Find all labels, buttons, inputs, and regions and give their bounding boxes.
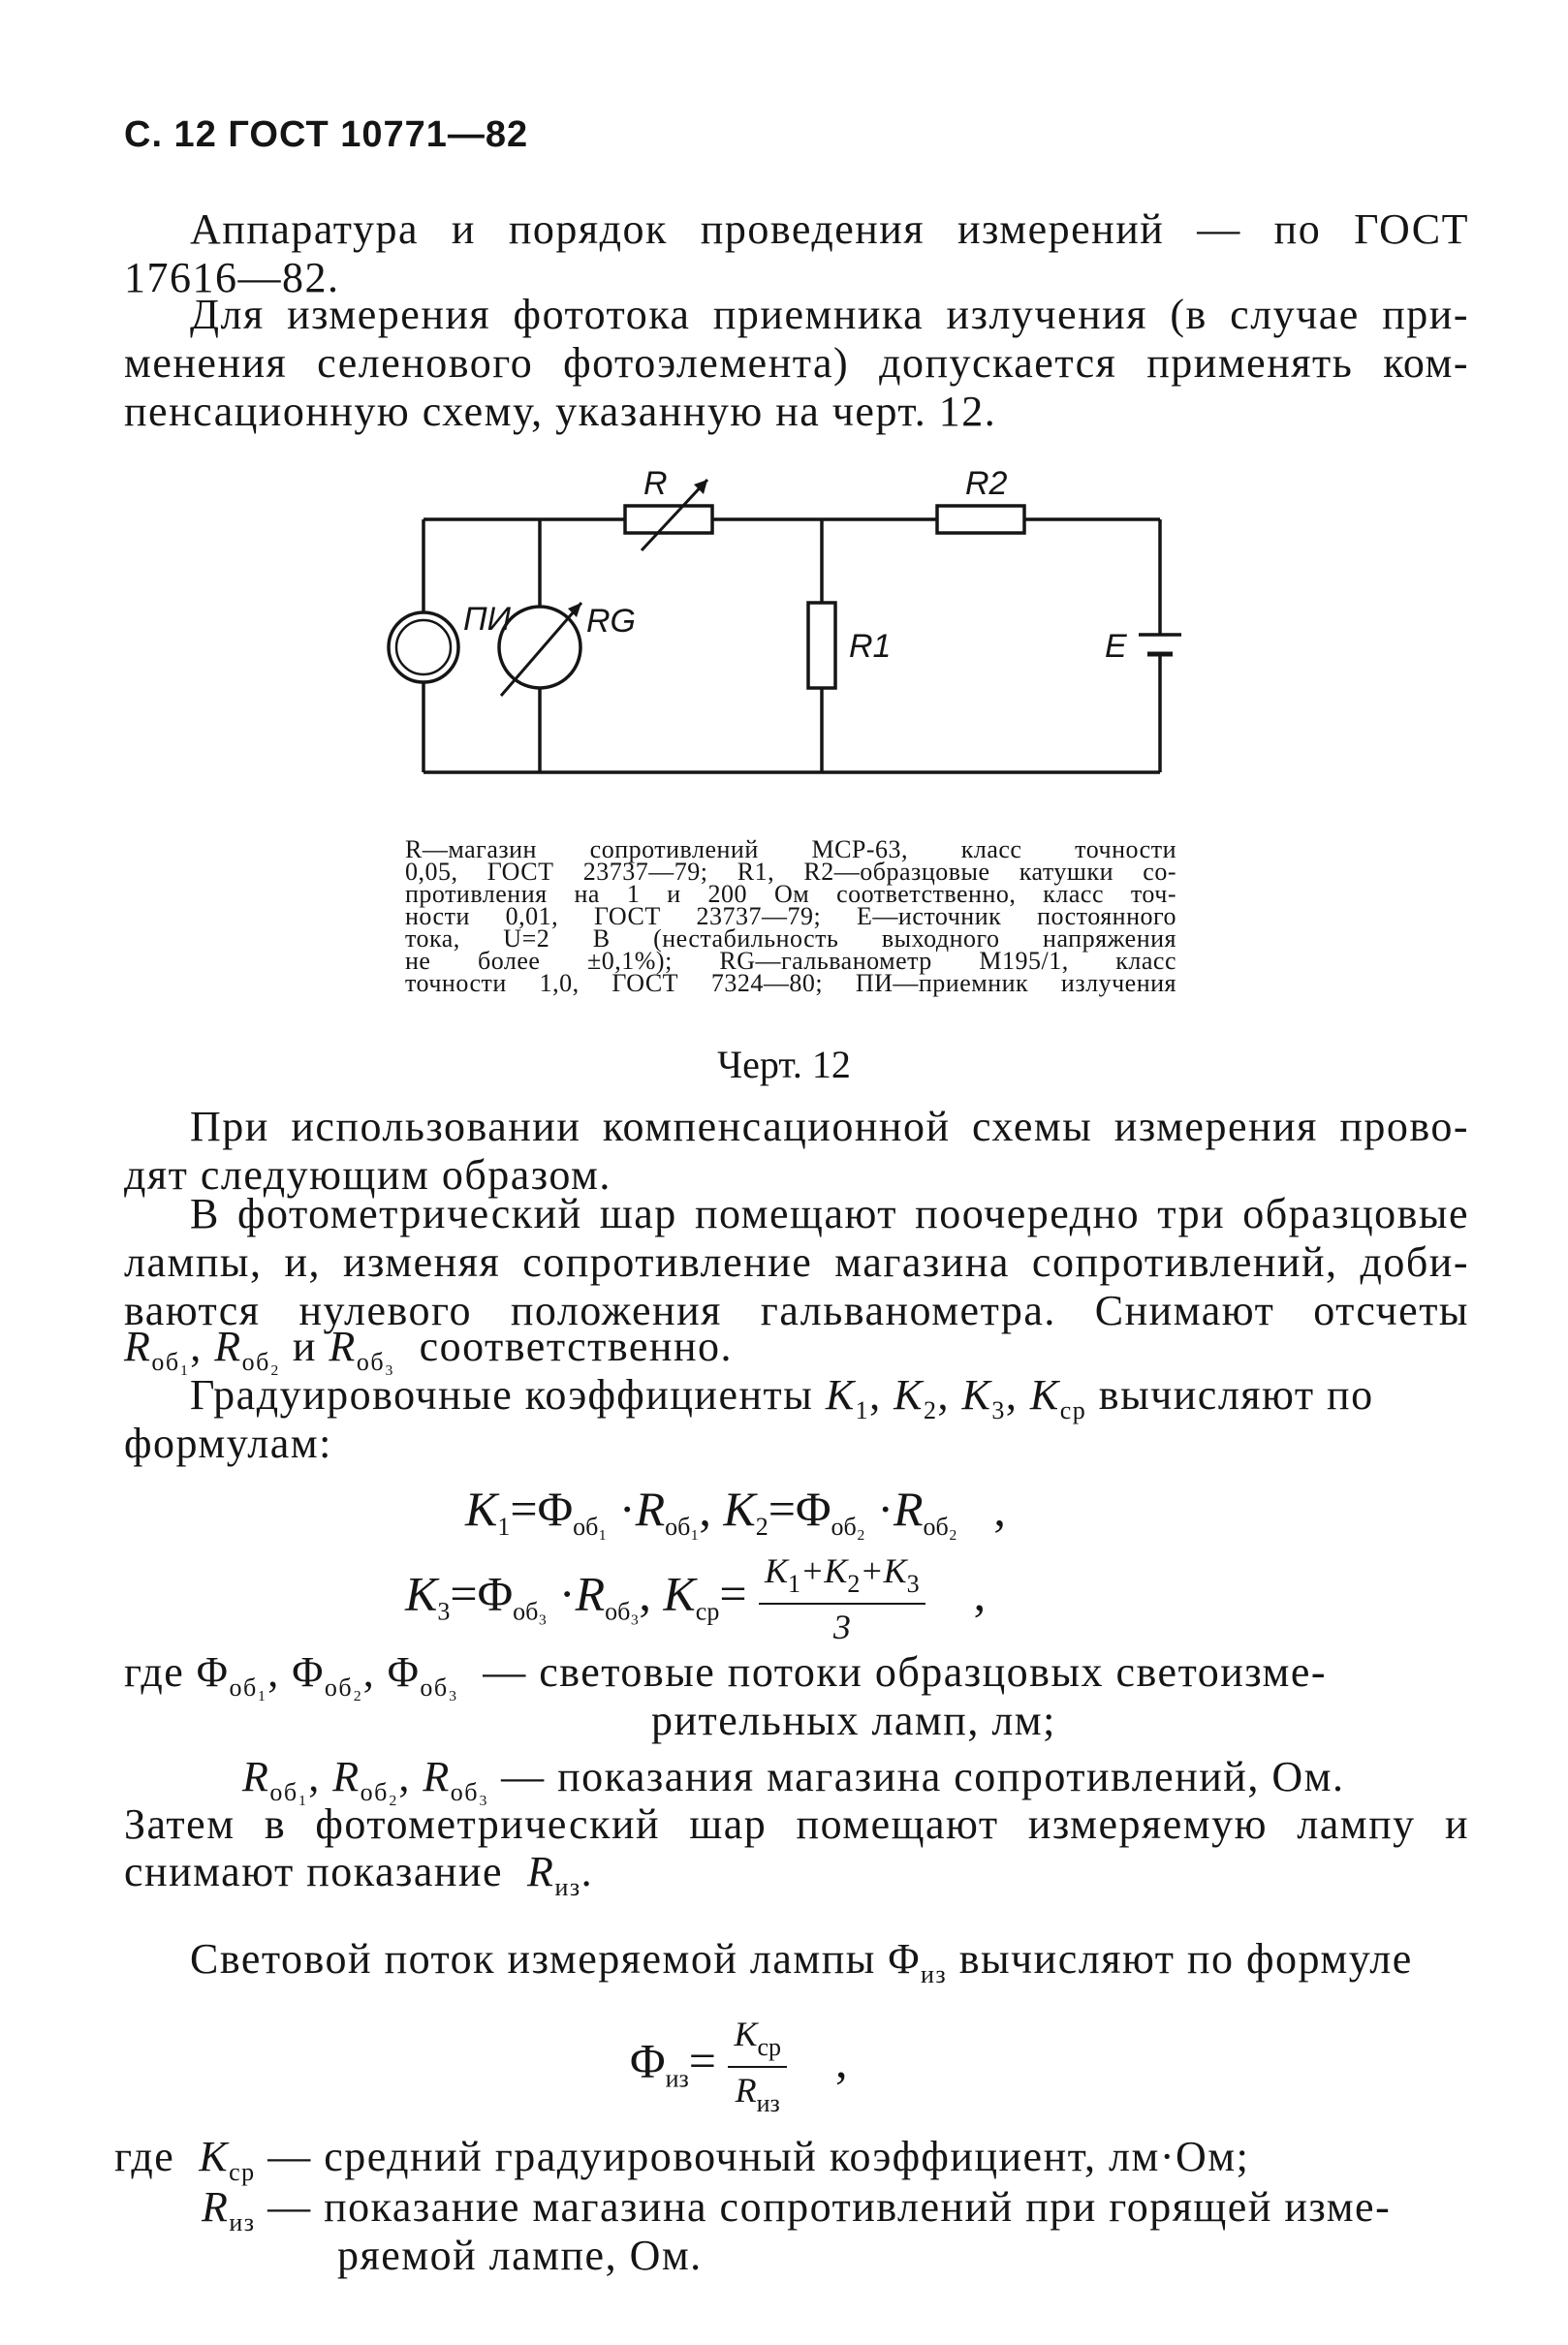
flux-line: Световой поток измеряемой лампы $\Phi_{из}$ вычисляют по формуле xyxy=(190,1935,1413,1988)
caption-line: не более ±0,1%); RG—гальванометр М195/1, класс xyxy=(405,947,1176,975)
label-e: E xyxy=(1105,628,1127,665)
definition-phi-cont: рительных ламп, лм; xyxy=(651,1697,1056,1744)
paragraph-then xyxy=(124,1800,1469,1849)
caption-line: тока, U=2 В (нестабильность выходного напряжения xyxy=(405,924,1176,953)
definition-riz-cont: ряемой лампе, Ом. xyxy=(337,2232,703,2279)
reading-riz-line: снимают показание $R_{из}$. xyxy=(124,1848,594,1901)
label-r2: R2 xyxy=(965,465,1008,502)
formula-phi-iz: $\Phi_{из}=$ $\frac{K_{ср}}{R_{из}}$ , xyxy=(630,2015,848,2117)
definition-phi: где $\Phi_{об_1}$, $\Phi_{об_2}$, $\Phi_{об_3}$ — световые потоки образцовых светоизме- xyxy=(124,1648,1328,1702)
caption-line: 0,05, ГОСТ 23737—79; R1, R2—образцовые катушки со- xyxy=(405,858,1176,886)
text-line: дят следующим образом. xyxy=(124,1151,612,1199)
compensation-circuit-diagram xyxy=(0,0,1568,833)
text-line: менения селенового фотоэлемента) допускается применять ком- xyxy=(124,339,1469,387)
fraction-kcp: $\frac{K_1+K_2+K_3}{3}$ xyxy=(759,1550,925,1647)
text-line: Для измерения фототока приемника излучения (в случае при- xyxy=(190,291,1469,338)
text-line: лампы, и, изменяя сопротивление магазина сопротивлений, доби- xyxy=(124,1238,1469,1286)
figure-caption xyxy=(405,835,1176,997)
resistor-r1 xyxy=(808,603,835,688)
text-line: В фотометрический шар помещают поочередно три образцовые xyxy=(190,1190,1469,1237)
label-pi: ПИ xyxy=(463,601,511,638)
text-line: 17616—82. xyxy=(124,254,340,301)
definition-kcp: где $K_{ср}$ — средний градуировочный коэффициент, лм·Ом; xyxy=(114,2133,1250,2186)
coefficients-line: Градуировочные коэффициенты $K_1$, $K_2$, $K_3$, $K_{ср}$ вычисляют по xyxy=(190,1371,1374,1424)
paragraph-procedure xyxy=(124,1190,1469,1335)
text-line: При использовании компенсационной схемы измерения прово- xyxy=(190,1103,1469,1150)
paragraph-usage xyxy=(124,1103,1469,1200)
text-line: Аппаратура и порядок проведения измерений — по ГОСТ xyxy=(190,205,1469,253)
caption-line: противления на 1 и 200 Ом соответственно, класс точ- xyxy=(405,880,1176,908)
text-line: пенсационную схему, указанную на черт. 12. xyxy=(124,388,997,435)
resistor-r2 xyxy=(937,506,1024,533)
formula-k3-kcp: $K_3=\Phi_{об_3} \cdot R_{об_3}$, $K_{ср}=$ $\frac{K_1+K_2+K_3}{3}$ , xyxy=(405,1551,987,1646)
formulas-label: формулам: xyxy=(124,1420,332,1467)
text-line: Затем в фотометрический шар помещают измеряемую лампу и xyxy=(124,1800,1469,1848)
caption-line: R—магазин сопротивлений МСР-63, класс точности xyxy=(405,835,1176,863)
fraction-phi-iz: $\frac{K_{ср}}{R_{из}}$ xyxy=(728,2014,787,2118)
label-r: R xyxy=(643,465,668,502)
formula-k1-k2: $K_1=\Phi_{об_1} \cdot R_{об_1}$, $K_2=\Phi_{об_2} \cdot R_{об_2}$ , xyxy=(465,1482,1006,1541)
caption-line: точности 1,0, ГОСТ 7324—80; ПИ—приемник излучения xyxy=(405,969,1176,997)
label-rg: RG xyxy=(586,603,636,640)
label-r1: R1 xyxy=(849,628,892,665)
definition-r: $R_{об_1}$, $R_{об_2}$, $R_{об_3}$ — показания магазина сопротивлений, Ом. xyxy=(242,1753,1345,1806)
page-header: С. 12 ГОСТ 10771—82 xyxy=(124,114,529,155)
readings-line: $R_{об_1}$, $R_{об_2}$ и $R_{об_3}$ соответственно. xyxy=(124,1323,733,1376)
caption-line: ности 0,01, ГОСТ 23737—79; E—источник постоянного xyxy=(405,902,1176,930)
figure-label: Черт. 12 xyxy=(717,1043,851,1086)
definition-riz: $R_{из}$ — показание магазина сопротивлений при горящей изме- xyxy=(202,2183,1392,2236)
text-line: ваются нулевого положения гальванометра. Снимают отсчеты xyxy=(124,1287,1469,1334)
receiver-icon xyxy=(389,612,458,682)
